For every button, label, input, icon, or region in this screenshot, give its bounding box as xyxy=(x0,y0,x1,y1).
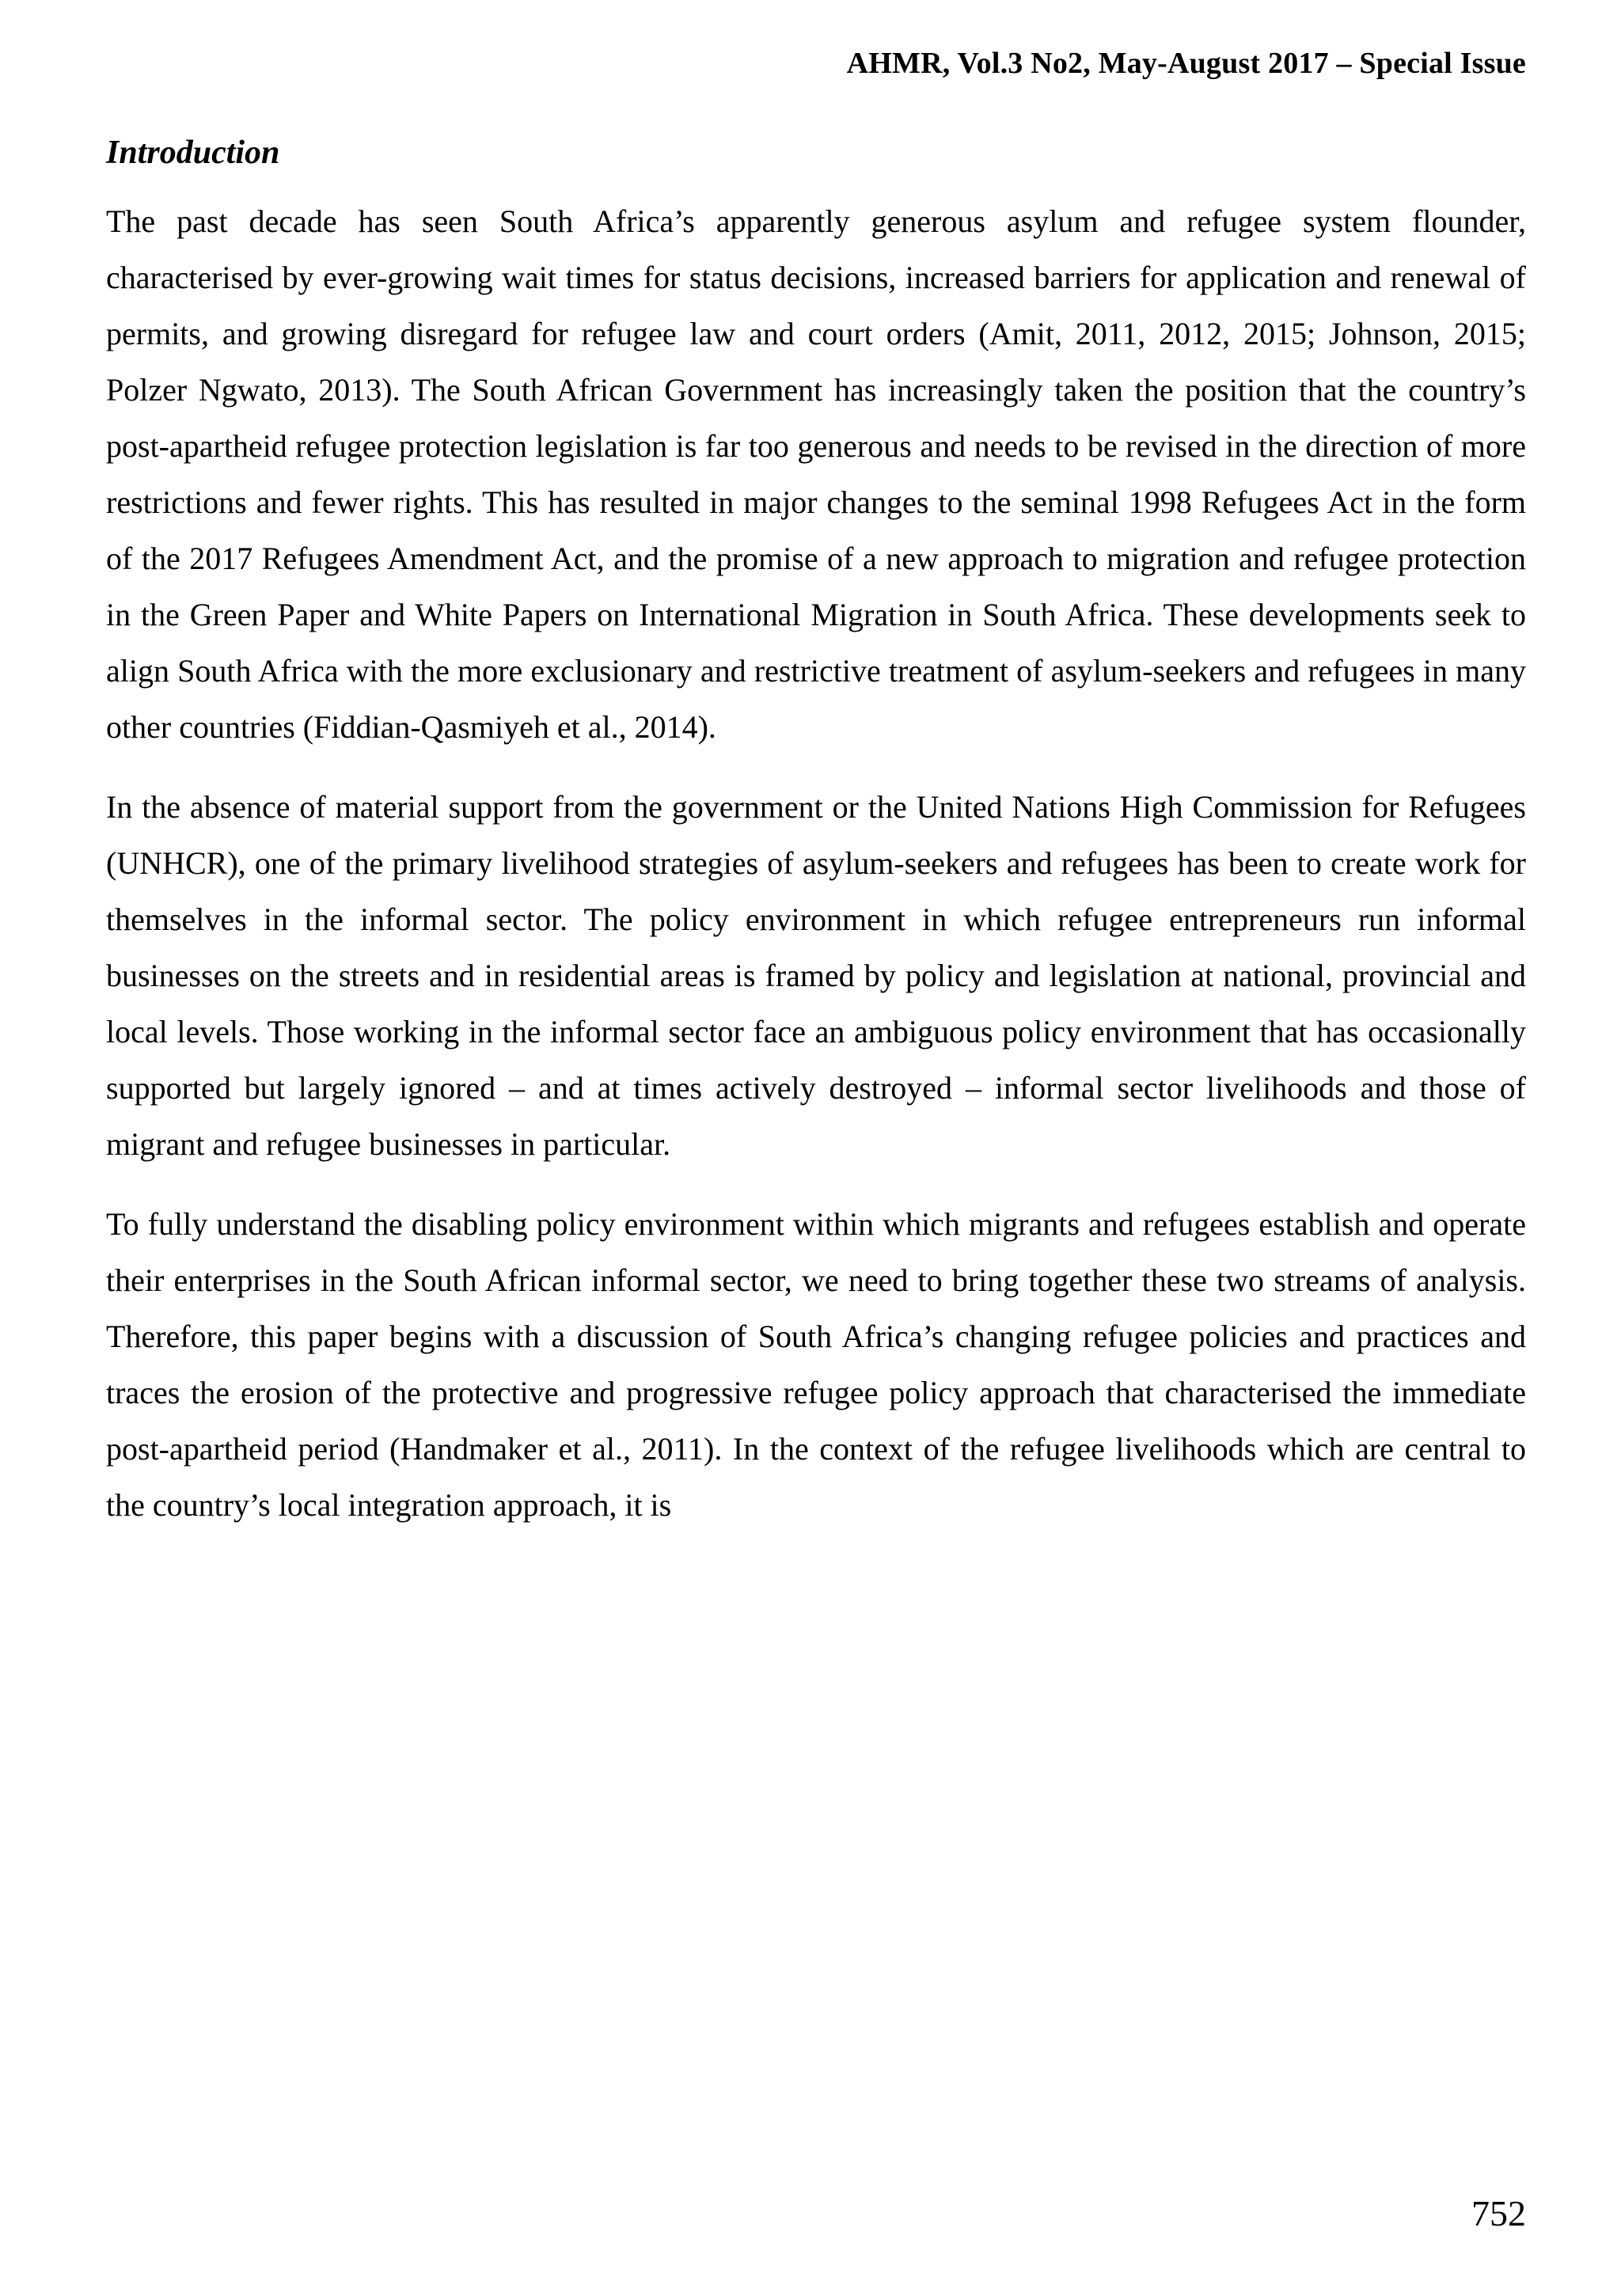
running-header: AHMR, Vol.3 No2, May-August 2017 – Special Issue xyxy=(846,47,1526,80)
section-heading-introduction: Introduction xyxy=(106,135,280,171)
paragraph-2: In the absence of material support from the government or the United Nations High Commission for Refugees (UNHCR), one of the primary livelihood strategies of asylum-seekers and refugees has been to create work for themselves in the informal sector. The policy environment in which refugee entrepreneurs run informal businesses on the streets and in residential areas is framed by policy and legislation at national, provincial and local levels. Those working in the informal sector face an ambiguous policy environment that has occasionally supported but largely ignored – and at times actively destroyed – informal sector livelihoods and those of migrant and refugee businesses in particular. xyxy=(106,789,1526,1163)
paragraph-3: To fully understand the disabling policy environment within which migrants and refugees establish and operate their enterprises in the South African informal sector, we need to bring together these two streams of analysis. Therefore, this paper begins with a discussion of South Africa’s changing refugee policies and practices and traces the erosion of the protective and progressive refugee policy approach that characterised the immediate post-apartheid period (Handmaker et al., 2011). In the context of the refugee livelihoods which are central to the country’s local integration approach, it is xyxy=(106,1206,1526,1524)
page-number: 752 xyxy=(1471,2193,1526,2234)
paragraph-1: The past decade has seen South Africa’s apparently generous asylum and refugee system flounder, characterised by ever-growing wait times for status decisions, increased barriers for application and renewal of permits, and growing disregard for refugee law and court orders (Amit, 2011, 2012, 2015; Johnson, 2015; Polzer Ngwato, 2013). The South African Government has increasingly taken the position that the country’s post-apartheid refugee protection legislation is far too generous and needs to be revised in the direction of more restrictions and fewer rights. This has resulted in major changes to the seminal 1998 Refugees Act in the form of the 2017 Refugees Amendment Act, and the promise of a new approach to migration and refugee protection in the Green Paper and White Papers on International Migration in South Africa. These developments seek to align South Africa with the more exclusionary and restrictive treatment of asylum-seekers and refugees in many other countries (Fiddian-Qasmiyeh et al., 2014). xyxy=(106,203,1526,746)
article-body xyxy=(106,133,1526,1533)
